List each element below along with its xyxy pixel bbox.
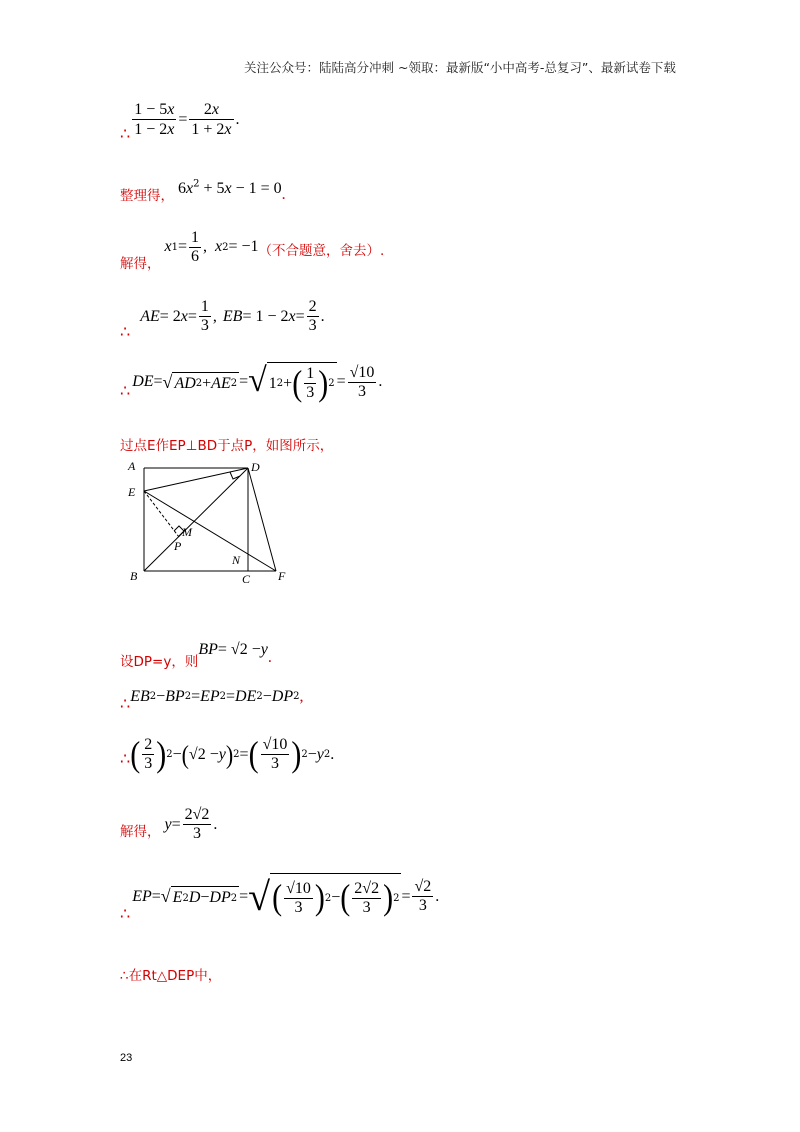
label-b: B <box>130 569 138 583</box>
equation-bp: 设DP=y，则 BP = √2 − y . <box>120 641 272 670</box>
note-reject: （不合题意，舍去）. <box>258 243 385 259</box>
therefore-symbol: ∴ <box>120 904 131 923</box>
construct-ep-text: 过点E作EP⊥BD于点P，如图所示， <box>120 438 334 454</box>
fraction: $\frac{1}{3}$ <box>200 298 209 334</box>
label-c: C <box>242 572 251 586</box>
therefore-symbol: ∴ <box>120 322 131 341</box>
equation-ratio: ∴ $\frac{1 - 5x}{1 - 2x}$ = $\frac{2x}{1 + 2x}$ . <box>120 101 240 143</box>
segment-ef <box>144 491 276 571</box>
segment-df <box>248 468 276 571</box>
equation-ep-squared: ∴ EB 2 − BP 2 = EP 2 = DE 2 − DP 2 , <box>120 687 304 713</box>
page-header: 关注公众号：陆陆高分冲刺 ~领取：最新版“小中高考-总复习”、最新试卷下载 <box>244 60 676 75</box>
equation-de: ∴ DE = √ AD 2 + AE 2 = √ 1 2 + ( $\frac{1}{3}$ ) 2 = $\frac{√10}{3}$ . <box>120 362 383 403</box>
therefore-symbol: ∴ <box>120 694 131 713</box>
geometry-figure <box>124 458 304 588</box>
therefore-symbol: ∴ <box>120 749 131 768</box>
label-a: A <box>128 459 136 473</box>
equation-solutions: 解得， x 1 = $\frac{1}{6}$ , x 2 = −1 （不合题意，舍去）. <box>120 228 385 272</box>
fraction: $\frac{2x}{1 + 2x}$ <box>191 101 232 138</box>
label-d: D <box>251 460 260 474</box>
equation-y: 解得， y = $\frac{2√2}{3}$ . <box>120 806 218 842</box>
fraction: $\frac{2√2}{3}$ <box>184 806 210 842</box>
therefore-symbol: ∴ <box>120 380 131 400</box>
fraction: $\frac{2}{3}$ <box>308 298 317 334</box>
equation-ep: ∴ EP = √ E 2 D − DP 2 = √ ( $\frac{√10}{3}$ ) 2 − ( $\frac{2√2}{3}$ ) 2 = $\frac{√2}{3}$ . <box>120 874 440 923</box>
equation-substituted: ∴ ( $\frac{2}{3}$ ) 2 − ( √2 − y ) 2 = ( $\frac{√10}{3}$ ) 2 − y 2 . <box>120 734 335 774</box>
fraction: $\frac{√10}{3}$ <box>349 363 375 400</box>
label-p: P <box>174 539 182 553</box>
page-number: 23 <box>120 1052 133 1064</box>
label-solve: 解得， <box>120 823 161 840</box>
label-m: M <box>182 525 192 539</box>
rt-triangle-text: ∴在Rt△DEP中， <box>120 968 222 984</box>
therefore-symbol: ∴ <box>120 124 131 143</box>
label-simplify: 整理得， <box>120 188 174 204</box>
label-solve: 解得， <box>120 256 161 272</box>
label-let: 设DP=y，则 <box>120 654 199 670</box>
fraction: $\frac{1 - 5x}{1 - 2x}$ <box>134 101 175 138</box>
segment-ep <box>144 491 179 537</box>
equation-ae-eb: ∴ AE = 2 x = $\frac{1}{3}$ , EB = 1 − 2 x = $\frac{2}{3}$ . <box>120 298 325 341</box>
equation-simplified: 整理得， $6x^2 + 5x - 1 = 0$ . <box>120 178 286 204</box>
fraction: $\frac{√2}{3}$ <box>414 878 432 914</box>
segment-ed <box>144 468 248 491</box>
label-e: E <box>128 485 136 499</box>
label-n: N <box>232 553 241 567</box>
fraction: $\frac{1}{6}$ <box>191 228 200 265</box>
label-f: F <box>278 569 286 583</box>
